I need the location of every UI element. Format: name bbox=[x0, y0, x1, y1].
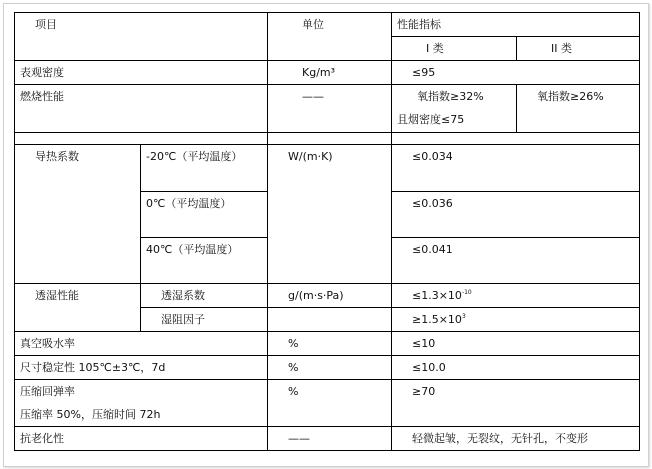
row-combustion bbox=[15, 85, 640, 133]
moisture-unit-1: g/(m·s·Pa) bbox=[268, 284, 392, 308]
thermal-label: 导热系数 bbox=[15, 145, 141, 284]
rebound-label-line-1: 压缩回弹率 bbox=[20, 385, 75, 398]
combustion-class-1 bbox=[392, 85, 517, 133]
rebound-value: ≥70 bbox=[392, 380, 640, 427]
row-thermal-1 bbox=[15, 145, 640, 192]
moisture-value-2-base: ≥1.5×10 bbox=[412, 313, 462, 326]
spacer-value bbox=[392, 133, 640, 145]
moisture-sub-1: 透湿系数 bbox=[141, 284, 268, 308]
combustion-class-1-line-2: 且烟密度≤75 bbox=[397, 113, 465, 126]
header-row bbox=[15, 13, 640, 37]
rebound-unit: % bbox=[268, 380, 392, 427]
combustion-class-1-line-1: 氧指数≥32% bbox=[417, 90, 484, 103]
moisture-value-2-exp: 3 bbox=[461, 313, 466, 320]
thermal-value-1: ≤0.034 bbox=[392, 145, 640, 192]
stability-label: 尺寸稳定性 105℃±3℃，7d bbox=[15, 356, 268, 380]
aging-value: 轻微起皱，无裂纹，无针孔，不变形 bbox=[392, 427, 640, 451]
header-item: 项目 bbox=[15, 13, 268, 61]
row-spacer bbox=[15, 133, 640, 145]
thermal-value-3: ≤0.041 bbox=[392, 238, 640, 284]
thermal-unit: W/(m·K) bbox=[268, 145, 392, 284]
moisture-sub-2: 湿阻因子 bbox=[141, 308, 268, 332]
moisture-value-1 bbox=[392, 284, 640, 308]
density-label: 表观密度 bbox=[15, 61, 268, 85]
vacuum-value: ≤10 bbox=[392, 332, 640, 356]
row-stability bbox=[15, 356, 640, 380]
moisture-label: 透湿性能 bbox=[15, 284, 141, 332]
document-frame bbox=[3, 3, 649, 467]
moisture-value-1-base: ≤1.3×10 bbox=[412, 289, 462, 302]
aging-unit: —— bbox=[268, 427, 392, 451]
stability-unit: % bbox=[268, 356, 392, 380]
combustion-unit: —— bbox=[268, 85, 392, 133]
combustion-label: 燃烧性能 bbox=[15, 85, 268, 133]
rebound-label-line-2: 压缩率 50%，压缩时间 72h bbox=[20, 408, 161, 421]
moisture-unit-2 bbox=[268, 308, 392, 332]
moisture-value-1-exp: -10 bbox=[461, 289, 472, 296]
header-class-2: II 类 bbox=[517, 37, 640, 61]
header-class-1: I 类 bbox=[392, 37, 517, 61]
row-aging bbox=[15, 427, 640, 451]
spacer-label bbox=[15, 133, 268, 145]
thermal-sub-1: -20℃（平均温度） bbox=[141, 145, 268, 192]
thermal-sub-2: 0℃（平均温度） bbox=[141, 192, 268, 238]
row-rebound bbox=[15, 380, 640, 427]
row-moisture-1 bbox=[15, 284, 640, 308]
moisture-value-2 bbox=[392, 308, 640, 332]
spec-table bbox=[14, 12, 640, 451]
vacuum-label: 真空吸水率 bbox=[15, 332, 268, 356]
thermal-sub-3: 40℃（平均温度） bbox=[141, 238, 268, 284]
density-value: ≤95 bbox=[392, 61, 640, 85]
spacer-unit bbox=[268, 133, 392, 145]
aging-label: 抗老化性 bbox=[15, 427, 268, 451]
stability-value: ≤10.0 bbox=[392, 356, 640, 380]
row-vacuum bbox=[15, 332, 640, 356]
rebound-label bbox=[15, 380, 268, 427]
vacuum-unit: % bbox=[268, 332, 392, 356]
combustion-class-2: 氧指数≥26% bbox=[517, 85, 640, 133]
row-density bbox=[15, 61, 640, 85]
header-performance: 性能指标 bbox=[392, 13, 640, 37]
thermal-value-2: ≤0.036 bbox=[392, 192, 640, 238]
density-unit: Kg/m³ bbox=[268, 61, 392, 85]
header-unit: 单位 bbox=[268, 13, 392, 61]
